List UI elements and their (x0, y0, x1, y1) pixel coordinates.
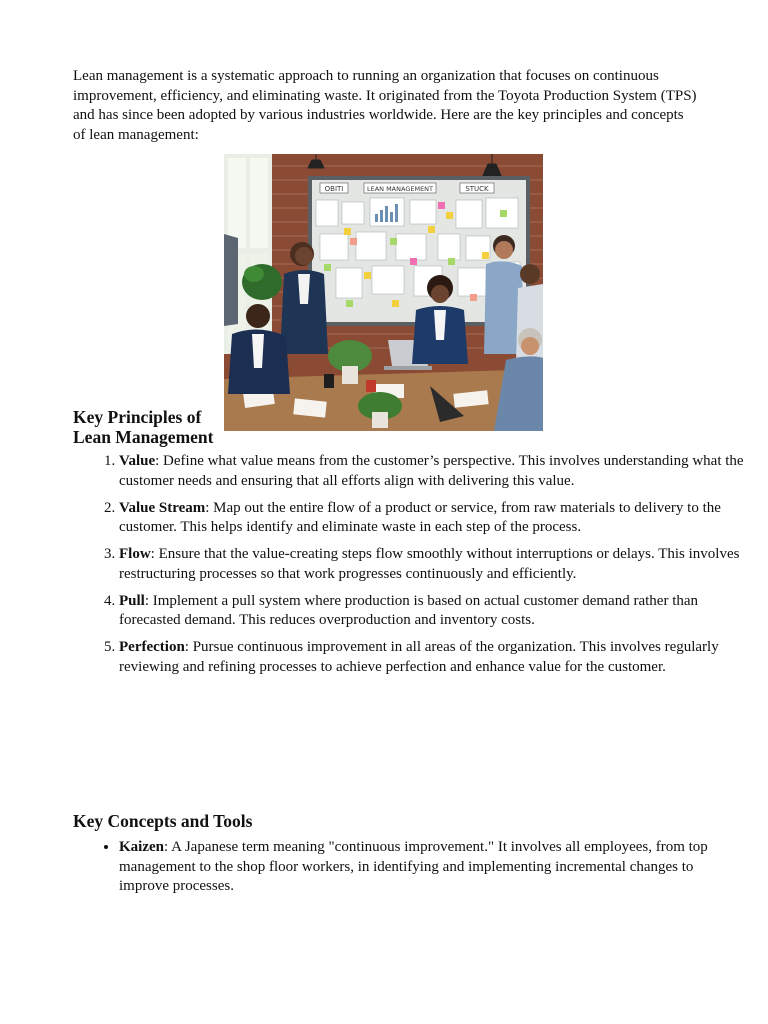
key-concepts-heading: Key Concepts and Tools (73, 811, 253, 831)
principle-text: : Define what value means from the customer’s perspective. This involves understanding what the customer needs and ensuring that all efforts align with delivering this value. (119, 453, 744, 489)
board-label-2: LEAN MANAGEMENT (366, 185, 434, 193)
concepts-list (73, 838, 744, 897)
board-label-3: STUCK (465, 185, 489, 193)
concept-term: Kaizen (119, 839, 164, 855)
principle-term: Flow (119, 546, 151, 562)
list-item (119, 838, 744, 897)
principle-text: : Map out the entire flow of a product or service, from raw materials to delivery to the customer. This helps identify and eliminate waste in each step of the process. (119, 499, 721, 535)
intro-paragraph: Lean management is a systematic approach to running an organization that focuses on continuous improvement, efficiency, and eliminating waste. It originated from the Toyota Production System (TPS) and has since been adopted by various industries worldwide. Here are the key principles and concepts of lean management: (73, 68, 697, 143)
principle-text: : Pursue continuous improvement in all areas of the organization. This involves regularly reviewing and refining processes to achieve perfection and enhance value for the customer. (119, 639, 719, 675)
list-item (119, 499, 744, 538)
principle-term: Perfection (119, 639, 185, 655)
concept-text: : A Japanese term meaning "continuous improvement." It involves all employees, from top management to the shop floor workers, in identifying and implementing incremental changes to improve processes. (119, 839, 708, 894)
principles-list (73, 452, 744, 685)
principle-text: : Implement a pull system where production is based on actual customer demand rather than forecasted demand. This reduces overproduction and inventory costs. (119, 592, 699, 628)
board-label-1: OBITI (324, 185, 344, 193)
principle-term: Value (119, 453, 156, 469)
principle-text: : Ensure that the value-creating steps flow smoothly without interruptions or delays. This involves restructuring processes so that work progresses continuously and efficiently. (119, 546, 740, 582)
list-item (119, 592, 744, 631)
principle-term: Value Stream (119, 499, 206, 516)
list-item (119, 545, 744, 584)
lean-management-meeting-image (224, 154, 543, 431)
list-item (119, 452, 744, 491)
principle-term: Pull (119, 592, 145, 609)
key-principles-heading: Key Principles of Lean Management (73, 407, 214, 447)
list-item (119, 638, 744, 677)
